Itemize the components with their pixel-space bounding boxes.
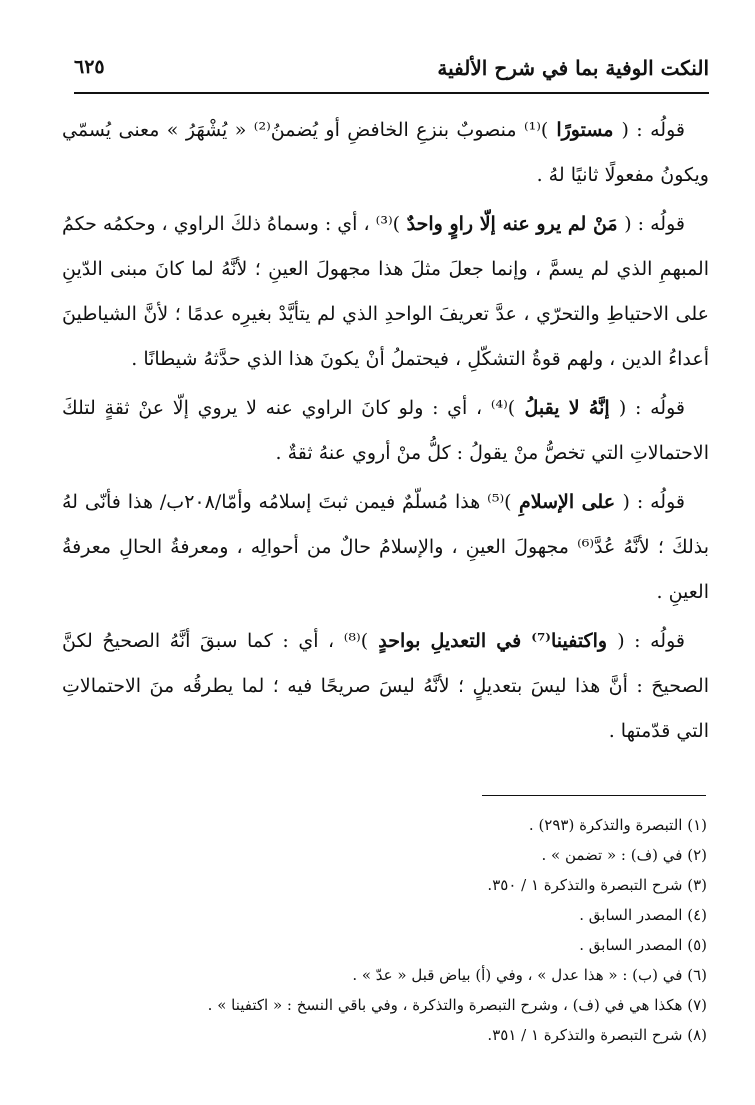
- footnote: (٥) المصدر السابق .: [579, 936, 707, 954]
- footnotes: [100, 810, 707, 1050]
- commentary-text: )⁽³⁾ ، أي : وسماهُ ذلكَ الراوي ، وحكمُه حكمُ المبهمِ الذي لم يسمَّ ، وإنما جعلَ مثلَ هذا مجهولَ العينِ ؛ لأنَّهُ لما كانَ مبنى الدّينِ على الاحتياطِ والتحرّي ، عدَّ تعريفَ الواحدِ الذي لم يتأيَّدْ بغيرِه عدمًا ؛ لأنَّ الشياطينَ أعداءُ الدين ، ولهم قوةُ التشكّلِ ، فيحتملُ أنْ يكونَ هذا الذي حدَّثهُ شيطانًا .: [62, 213, 709, 370]
- paragraph-lead: قولُه : (: [622, 491, 685, 513]
- paragraph: [62, 386, 709, 476]
- commentary-text: )⁽⁴⁾ ، أي : ولو كانَ الراوي عنه لا يروي إلّا عنْ ثقةٍ لتلكَ الاحتمالاتِ التي تخصُّ منْ يقولُ : كلُّ منْ أروي عنهُ ثقةٌ .: [62, 397, 709, 464]
- commentary-text: )⁽⁸⁾ ، أي : كما سبقَ أنَّهُ الصحيحُ لكنَّ الصحيحَ : أنَّ هذا ليسَ بتعديلٍ ؛ لأنَّهُ ليسَ صريحًا فيه ؛ لما يطرقُه منَ الاحتمالاتِ التي قدّمتها .: [62, 630, 709, 742]
- quoted-lemma: على الإسلامِ: [511, 491, 623, 513]
- footnote: (٣) شرح التبصرة والتذكرة ١ / ٣٥٠.: [487, 876, 707, 894]
- commentary-text: )⁽⁵⁾ هذا مُسلّمٌ فيمن ثبتَ إسلامُه وأمّا/٢٠٨ب/ هذا فأنّى لهُ بذلكَ ؛ لأنَّهُ عُدَّ⁽⁶⁾ مجهولَ العينِ ، والإسلامُ حالٌ من أحوالِه ، ومعرفةُ الحالِ معرفةُ العينِ .: [62, 491, 710, 603]
- commentary-text: )⁽¹⁾ منصوبٌ بنزعِ الخافضِ أو يُضمنُ⁽²⁾ « يُشْهَرُ » معنى يُسمّي ويكونُ مفعولًا ثانيًا لهُ .: [62, 119, 709, 186]
- paragraph: [62, 619, 709, 754]
- footnote: (٨) شرح التبصرة والتذكرة ١ / ٣٥١.: [487, 1026, 707, 1044]
- paragraph-lead: قولُه : (: [617, 630, 685, 652]
- running-title: النكت الوفية بما في شرح الألفية: [437, 56, 709, 80]
- paragraph: [62, 480, 709, 615]
- footnote-separator: [482, 795, 706, 796]
- quoted-lemma: مستورًا: [548, 119, 622, 141]
- paragraph: [62, 108, 709, 198]
- footnote: (٤) المصدر السابق .: [579, 906, 707, 924]
- quoted-lemma: واكتفينا⁽⁷⁾ في التعديلِ بواحدٍ: [368, 630, 618, 652]
- paragraph: [62, 202, 709, 382]
- paragraph-lead: قولُه : (: [618, 397, 685, 419]
- footnote: (٧) هكذا هي في (ف) ، وشرح التبصرة والتذكرة ، وفي باقي النسخ : « اكتفينا » .: [207, 996, 707, 1014]
- main-text: [62, 108, 709, 758]
- quoted-lemma: إنَّهُ لا يقبلُ: [515, 397, 619, 419]
- footnote: (١) التبصرة والتذكرة (٢٩٣) .: [528, 816, 707, 834]
- footnote: (٦) في (ب) : « هذا عدل » ، وفي (أ) بياض قبل « عدّ » .: [352, 966, 707, 984]
- paragraph-lead: قولُه : (: [621, 119, 685, 141]
- footnote: (٢) في (ف) : « تضمن » .: [541, 846, 707, 864]
- page-header: [74, 50, 709, 94]
- page-number: ٦٢٥: [74, 56, 105, 78]
- paragraph-lead: قولُه : (: [624, 213, 685, 235]
- quoted-lemma: مَنْ لم يرو عنه إلّا راوٍ واحدٌ: [400, 213, 625, 235]
